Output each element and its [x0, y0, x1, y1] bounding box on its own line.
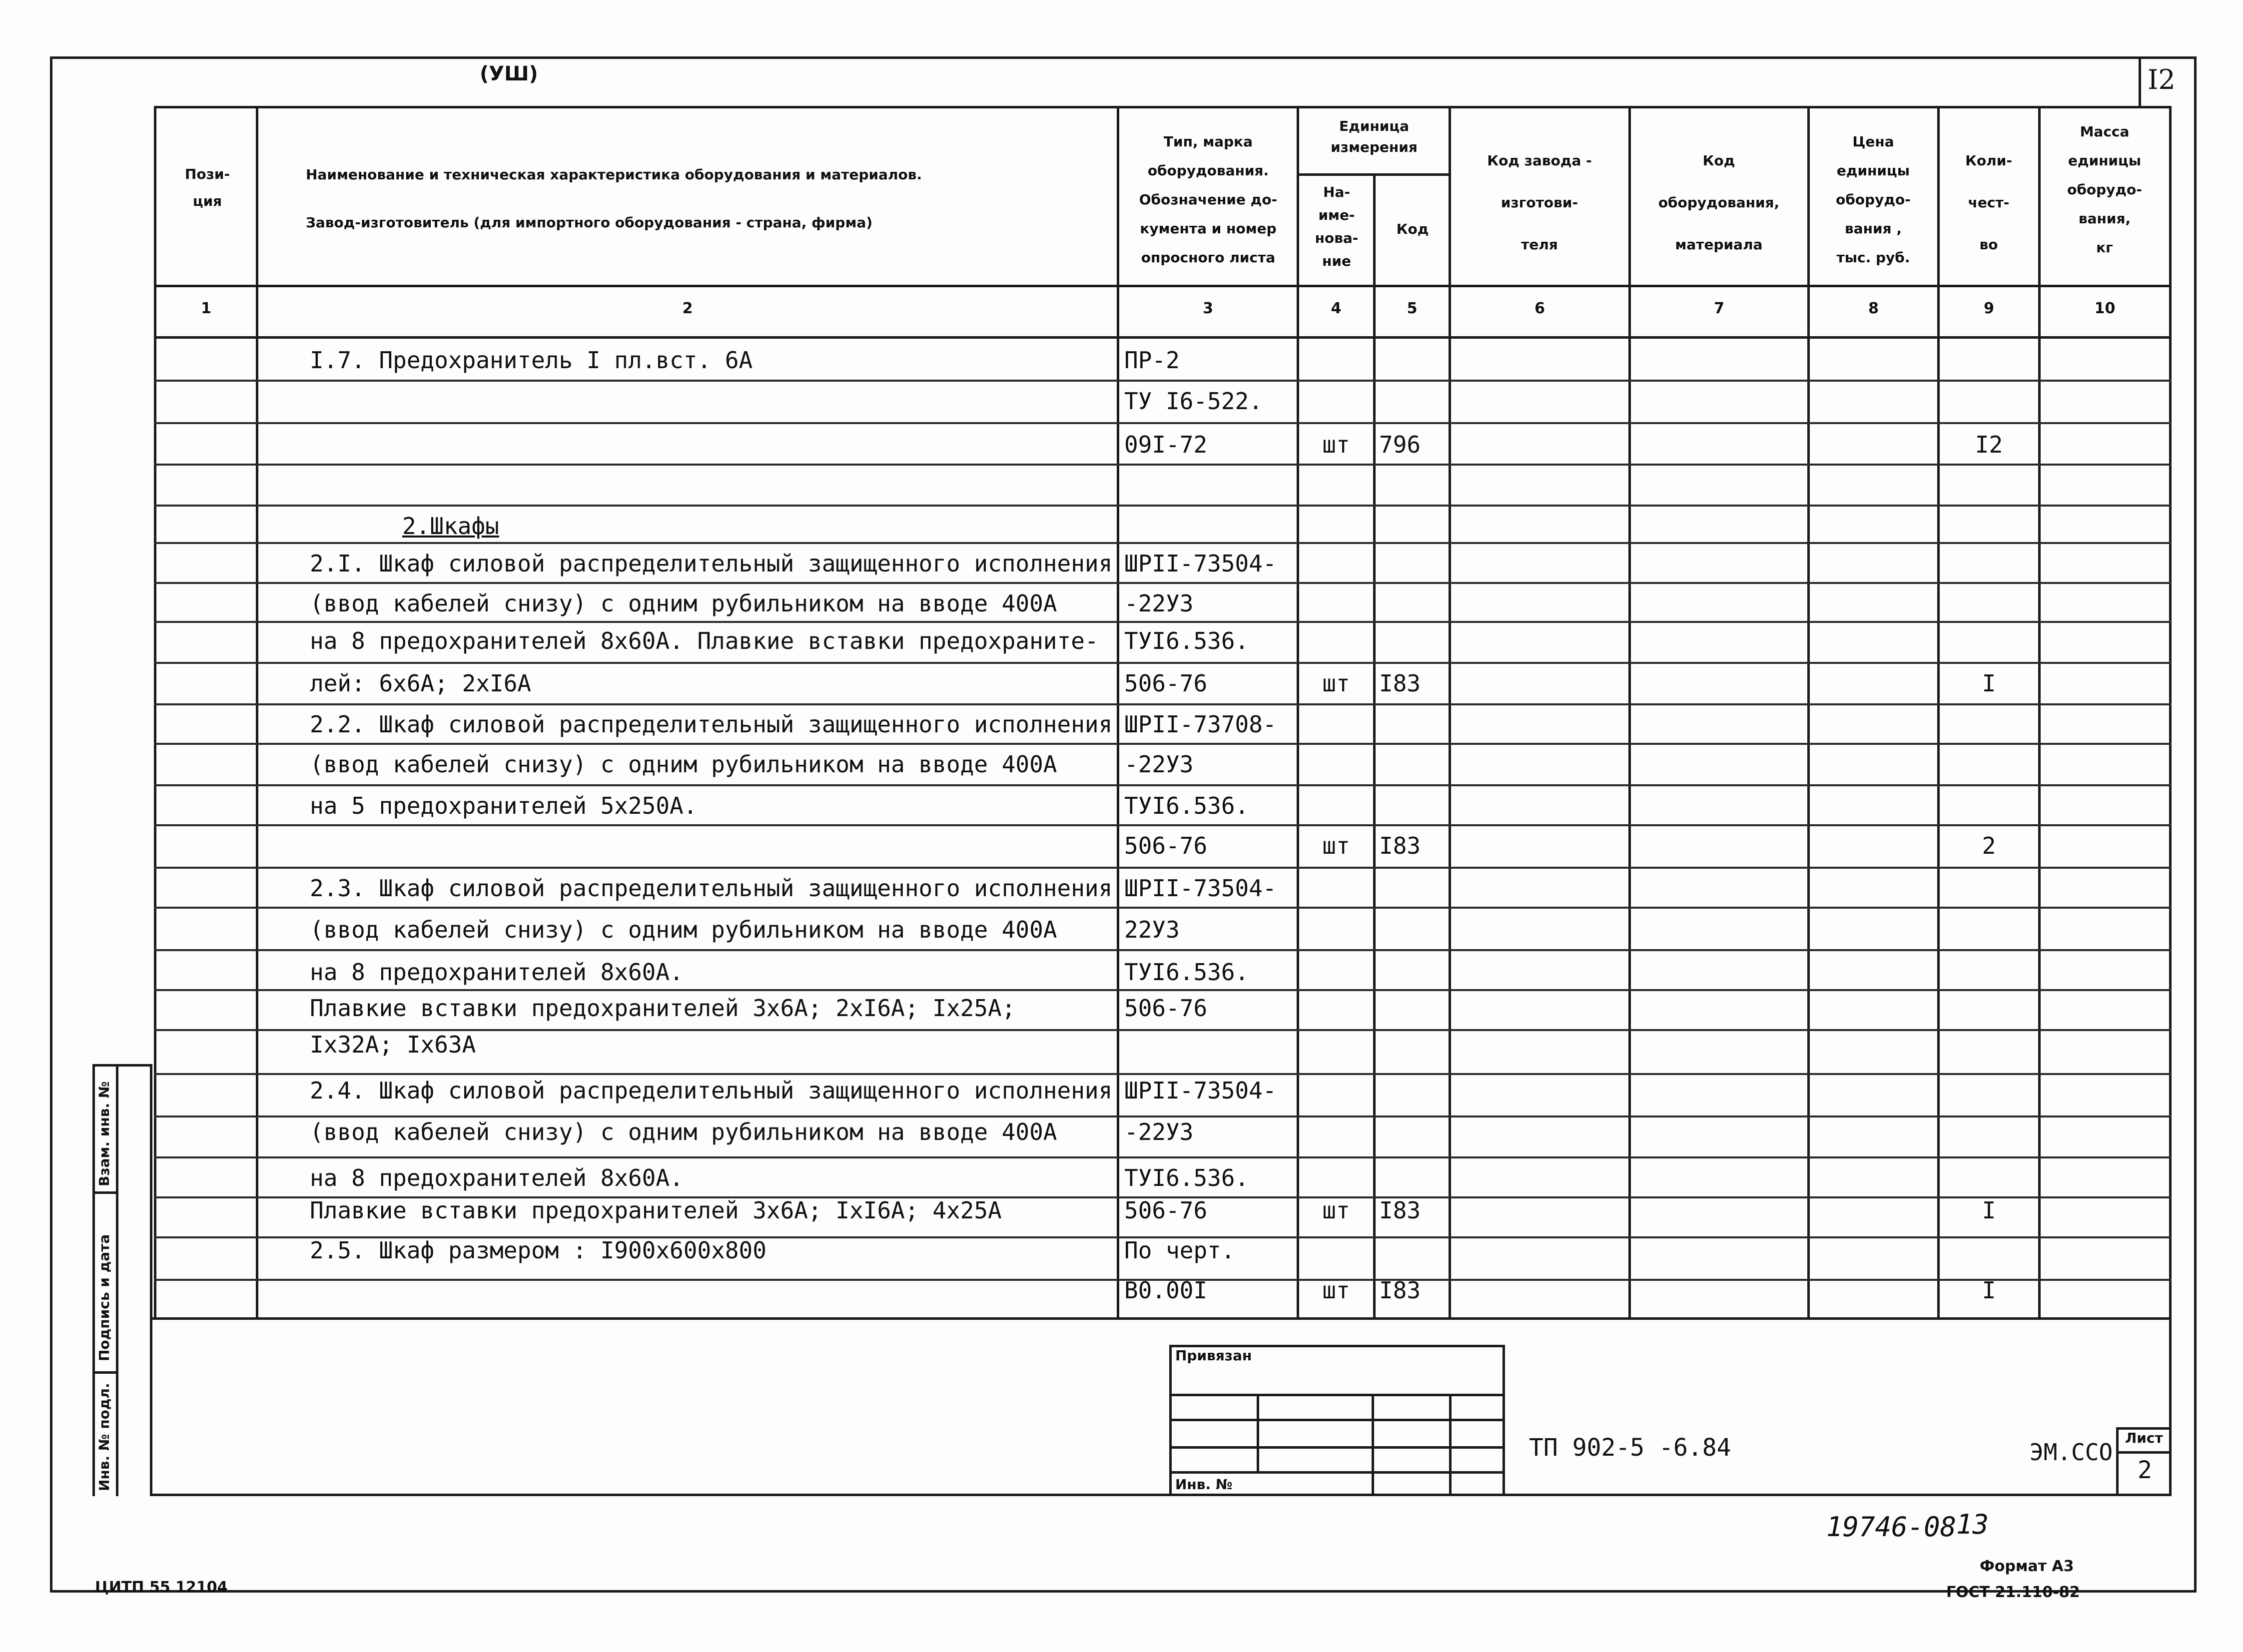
side-strip-top-line [92, 1064, 152, 1067]
page-number-divider [2139, 56, 2141, 106]
header-price-line-2: единицы [1836, 162, 1910, 179]
stamp-col-1 [1257, 1394, 1259, 1471]
header-name [306, 151, 1105, 247]
frame-top-line [50, 56, 2197, 59]
doc-code: ТП 902-5 -6.84 [1529, 1434, 1731, 1462]
cell-c3: В0.00I [1124, 1277, 1208, 1304]
header-type-line-5: опросного листа [1141, 249, 1276, 266]
cell-c2: 2.2. Шкаф силовой распределительный защищенного исполнения [310, 711, 1113, 738]
row-separator [154, 1156, 2172, 1158]
table-bottom-line [150, 1494, 2172, 1496]
header-bottom-line [154, 285, 2172, 287]
cell-c2: на 8 предохранителей 8х60А. [310, 959, 684, 986]
header-position-line-2: ция [192, 193, 222, 209]
cell-c5: 796 [1379, 431, 1421, 458]
stamp-col-3 [1449, 1394, 1452, 1496]
cell-c2: (ввод кабелей снизу) с одним рубильником на вводе 400А [310, 751, 1057, 778]
cell-c3: 22У3 [1124, 916, 1180, 943]
header-unit-name-line-3: нова- [1315, 230, 1359, 246]
header-price-line-4: вания , [1845, 220, 1902, 237]
cell-c2: 2.Шкафы [402, 513, 499, 540]
col-divider-2 [1117, 106, 1119, 1320]
row-separator [154, 505, 2172, 507]
header-factory-code-line-3: теля [1521, 236, 1558, 253]
row-separator [154, 867, 2172, 869]
cell-c3: ТУI6.536. [1124, 792, 1249, 819]
side-strip-mid-line [116, 1064, 118, 1496]
cell-c5: I83 [1379, 1197, 1421, 1224]
sheet-mark: (УШ) [480, 62, 538, 85]
cell-c2: 2.4. Шкаф силовой распределительный защищенного исполнения [310, 1077, 1113, 1104]
row-separator [154, 743, 2172, 745]
side-label-signature-date: Подпись и дата [96, 1234, 112, 1361]
col-divider-1 [256, 106, 258, 1320]
row-separator [154, 949, 2172, 951]
side-label-original-inv: Инв. № подл. [96, 1383, 112, 1491]
header-unit-name-line-2: име- [1318, 207, 1355, 223]
header-factory-code-line-2: изготови- [1500, 194, 1578, 211]
unit-subheader-line [1297, 173, 1451, 176]
cell-c2: I.7. Предохранитель I пл.вст. 6А [310, 347, 753, 374]
format-label: Формат А3 [1980, 1558, 2074, 1575]
side-strip-sep-2 [92, 1371, 118, 1374]
cell-c9: I2 [1975, 431, 2003, 458]
sheet-box-left [2116, 1427, 2119, 1496]
header-equipment-code [1631, 140, 1806, 266]
row-separator [154, 464, 2172, 466]
header-unit-name-line-1: На- [1323, 184, 1350, 200]
header-name-line-1: Наименование и техническая характеристика оборудования и материалов. [306, 166, 922, 183]
col-number-4: 4 [1331, 300, 1342, 317]
side-label-replaced-inv: Взам. инв. № [96, 1081, 112, 1186]
col-number-7: 7 [1714, 300, 1724, 317]
row-separator [154, 662, 2172, 664]
cell-c2: (ввод кабелей снизу) с одним рубильником на вводе 400А [310, 916, 1057, 943]
table-right-line [2169, 106, 2172, 1496]
cell-c9: I [1982, 670, 1996, 697]
table-top-line [154, 106, 2172, 108]
cell-c3: 506-76 [1124, 832, 1208, 859]
row-separator [154, 824, 2172, 826]
stamp-inv-label: Инв. № [1175, 1476, 1233, 1493]
header-unit-code [1376, 215, 1450, 244]
cell-c3: ТУI6.536. [1124, 627, 1249, 654]
header-factory-code [1452, 140, 1627, 266]
table-left-line [154, 106, 156, 1320]
header-equipment-code-line-2: оборудования, [1658, 194, 1780, 211]
header-unit-line-1: Единица [1339, 118, 1409, 134]
cell-c3: По черт. [1124, 1237, 1235, 1264]
frame-left-line [50, 56, 52, 1593]
row-separator [154, 582, 2172, 584]
header-quantity-line-1: Коли- [1965, 152, 2012, 169]
sheet-box-mid [2116, 1451, 2171, 1454]
header-mass-line-3: оборудо- [2067, 181, 2142, 198]
table-body-bottom-line [150, 1317, 2172, 1320]
gost-label: ГОСТ 21.110-82 [1946, 1584, 2080, 1601]
row-separator [154, 784, 2172, 786]
col-divider-7 [1807, 106, 1810, 1320]
cell-c5: I83 [1379, 832, 1421, 859]
cell-c3: ТУ I6-522. [1124, 388, 1263, 415]
col-number-9: 9 [1984, 300, 1994, 317]
stamp-line-1 [1169, 1394, 1505, 1396]
cell-c3: ШРII-73504- [1124, 875, 1277, 902]
doc-suffix: ЭМ.ССО [2030, 1439, 2113, 1466]
header-price [1810, 127, 1936, 272]
cell-c5: I83 [1379, 670, 1421, 697]
side-strip-left-line [92, 1064, 95, 1496]
header-position-line-1: Пози- [184, 166, 230, 182]
col-divider-6 [1628, 106, 1631, 1320]
col-divider-4 [1373, 176, 1376, 1320]
stamp-line-4 [1169, 1471, 1505, 1474]
header-unit [1299, 116, 1449, 158]
stamp-linked-label: Привязан [1175, 1347, 1252, 1364]
cell-c2: 2.3. Шкаф силовой распределительный защищенного исполнения [310, 875, 1113, 902]
stamp-left-line [150, 1064, 152, 1496]
col-divider-3 [1297, 106, 1299, 1320]
cell-c4: шт [1322, 431, 1350, 458]
cell-c9: I [1982, 1277, 1996, 1304]
header-type-line-1: Тип, марка [1163, 133, 1253, 150]
row-separator [154, 989, 2172, 991]
header-unit-name-line-4: ние [1322, 253, 1351, 269]
col-divider-5 [1449, 106, 1451, 1320]
cell-c2: (ввод кабелей снизу) с одним рубильником на вводе 400А [310, 590, 1057, 617]
stamp-line-3 [1169, 1446, 1505, 1449]
col-divider-8 [1937, 106, 1940, 1320]
frame-right-line [2194, 56, 2197, 1593]
cell-c4: шт [1322, 670, 1350, 697]
header-mass-line-2: единицы [2068, 152, 2142, 169]
header-price-line-1: Цена [1852, 133, 1894, 150]
header-price-line-5: тыс. руб. [1836, 249, 1910, 266]
header-name-line-2: Завод-изготовитель (для импортного оборудования - страна, фирма) [306, 214, 873, 231]
cell-c2: 2.5. Шкаф размером : I900х600х800 [310, 1237, 766, 1264]
row-separator [154, 703, 2172, 705]
header-equipment-code-line-1: Код [1702, 152, 1735, 169]
header-position [170, 161, 245, 215]
handwritten-page-mark: 13 [1956, 1509, 1989, 1540]
header-price-line-3: оборудо- [1836, 191, 1911, 208]
cell-c4: шт [1322, 832, 1350, 859]
cell-c4: шт [1322, 1277, 1350, 1304]
handwritten-number: 19746-08 [1826, 1511, 1957, 1543]
print-code: ЦИТП 55 12104 [95, 1579, 228, 1596]
header-quantity [1940, 140, 2037, 266]
header-type-line-3: Обозначение до- [1139, 191, 1278, 208]
cell-c3: -22У3 [1124, 751, 1194, 778]
page-number: I2 [2148, 64, 2176, 95]
row-separator [154, 422, 2172, 424]
stamp-col-2 [1372, 1394, 1374, 1496]
header-unit-name [1299, 181, 1374, 273]
cell-c5: I83 [1379, 1277, 1421, 1304]
cell-c3: -22У3 [1124, 1118, 1194, 1145]
header-factory-code-line-1: Код завода - [1487, 152, 1592, 169]
header-type-line-2: оборудования. [1147, 162, 1269, 179]
cell-c3: ТУI6.536. [1124, 959, 1249, 986]
header-type [1121, 127, 1296, 272]
cell-c3: ШРII-73504- [1124, 550, 1277, 577]
col-number-8: 8 [1868, 300, 1879, 317]
frame-bottom-line [50, 1590, 2197, 1593]
row-separator [154, 1073, 2172, 1075]
row-separator [154, 380, 2172, 382]
cell-c2: 2.I. Шкаф силовой распределительный защищенного исполнения [310, 550, 1113, 577]
cell-c9: I [1982, 1197, 1996, 1224]
header-mass-line-5: кг [2096, 239, 2113, 256]
side-strip-sep-1 [92, 1191, 118, 1194]
header-mass [2041, 117, 2168, 262]
cell-c2: Плавкие вставки предохранителей 3х6А; 2хI6А; Iх25А; [310, 995, 1016, 1022]
header-unit-line-2: измерения [1331, 139, 1418, 155]
cell-c3: 506-76 [1124, 995, 1208, 1022]
cell-c3: 09I-72 [1124, 431, 1208, 458]
colnum-bottom-line [154, 336, 2172, 339]
row-separator [154, 621, 2172, 623]
col-number-2: 2 [682, 300, 693, 317]
col-number-6: 6 [1534, 300, 1545, 317]
cell-c2: на 8 предохранителей 8х60А. Плавкие вставки предохраните- [310, 627, 1099, 654]
header-unit-code-line-1: Код [1396, 221, 1429, 237]
row-separator [154, 907, 2172, 909]
cell-c3: 506-76 [1124, 1197, 1208, 1224]
header-mass-line-4: вания, [2078, 210, 2131, 227]
cell-c3: 506-76 [1124, 670, 1208, 697]
header-type-line-4: кумента и номер [1140, 220, 1277, 237]
col-number-3: 3 [1203, 300, 1213, 317]
cell-c3: ШРII-73708- [1124, 711, 1277, 738]
cell-c9: 2 [1982, 832, 1996, 859]
cell-c3: -22У3 [1124, 590, 1194, 617]
cell-c2: Iх32А; Iх63А [310, 1031, 476, 1058]
row-separator [154, 542, 2172, 544]
cell-c3: ШРII-73504- [1124, 1077, 1277, 1104]
header-quantity-line-2: чест- [1968, 194, 2010, 211]
row-separator [154, 1115, 2172, 1117]
col-number-10: 10 [2094, 300, 2116, 317]
cell-c2: Плавкие вставки предохранителей 3х6А; IхI6А; 4х25А [310, 1197, 1002, 1224]
cell-c4: шт [1322, 1197, 1350, 1224]
cell-c3: ТУI6.536. [1124, 1164, 1249, 1191]
cell-c2: на 8 предохранителей 8х60А. [310, 1164, 684, 1191]
cell-c2: лей: 6х6А; 2хI6А [310, 670, 532, 697]
header-equipment-code-line-3: материала [1675, 236, 1763, 253]
col-number-5: 5 [1407, 300, 1418, 317]
stamp-line-2 [1169, 1419, 1505, 1421]
header-mass-line-1: Масса [2080, 123, 2130, 140]
cell-c2: (ввод кабелей снизу) с одним рубильником на вводе 400А [310, 1118, 1057, 1145]
cell-c2: на 5 предохранителей 5х250А. [310, 792, 698, 819]
sheet-label: Лист [2125, 1430, 2163, 1446]
sheet-number: 2 [2138, 1456, 2152, 1484]
col-divider-9 [2038, 106, 2041, 1320]
header-quantity-line-3: во [1979, 236, 1998, 253]
col-number-1: 1 [201, 300, 211, 317]
cell-c3: ПР-2 [1124, 347, 1180, 374]
